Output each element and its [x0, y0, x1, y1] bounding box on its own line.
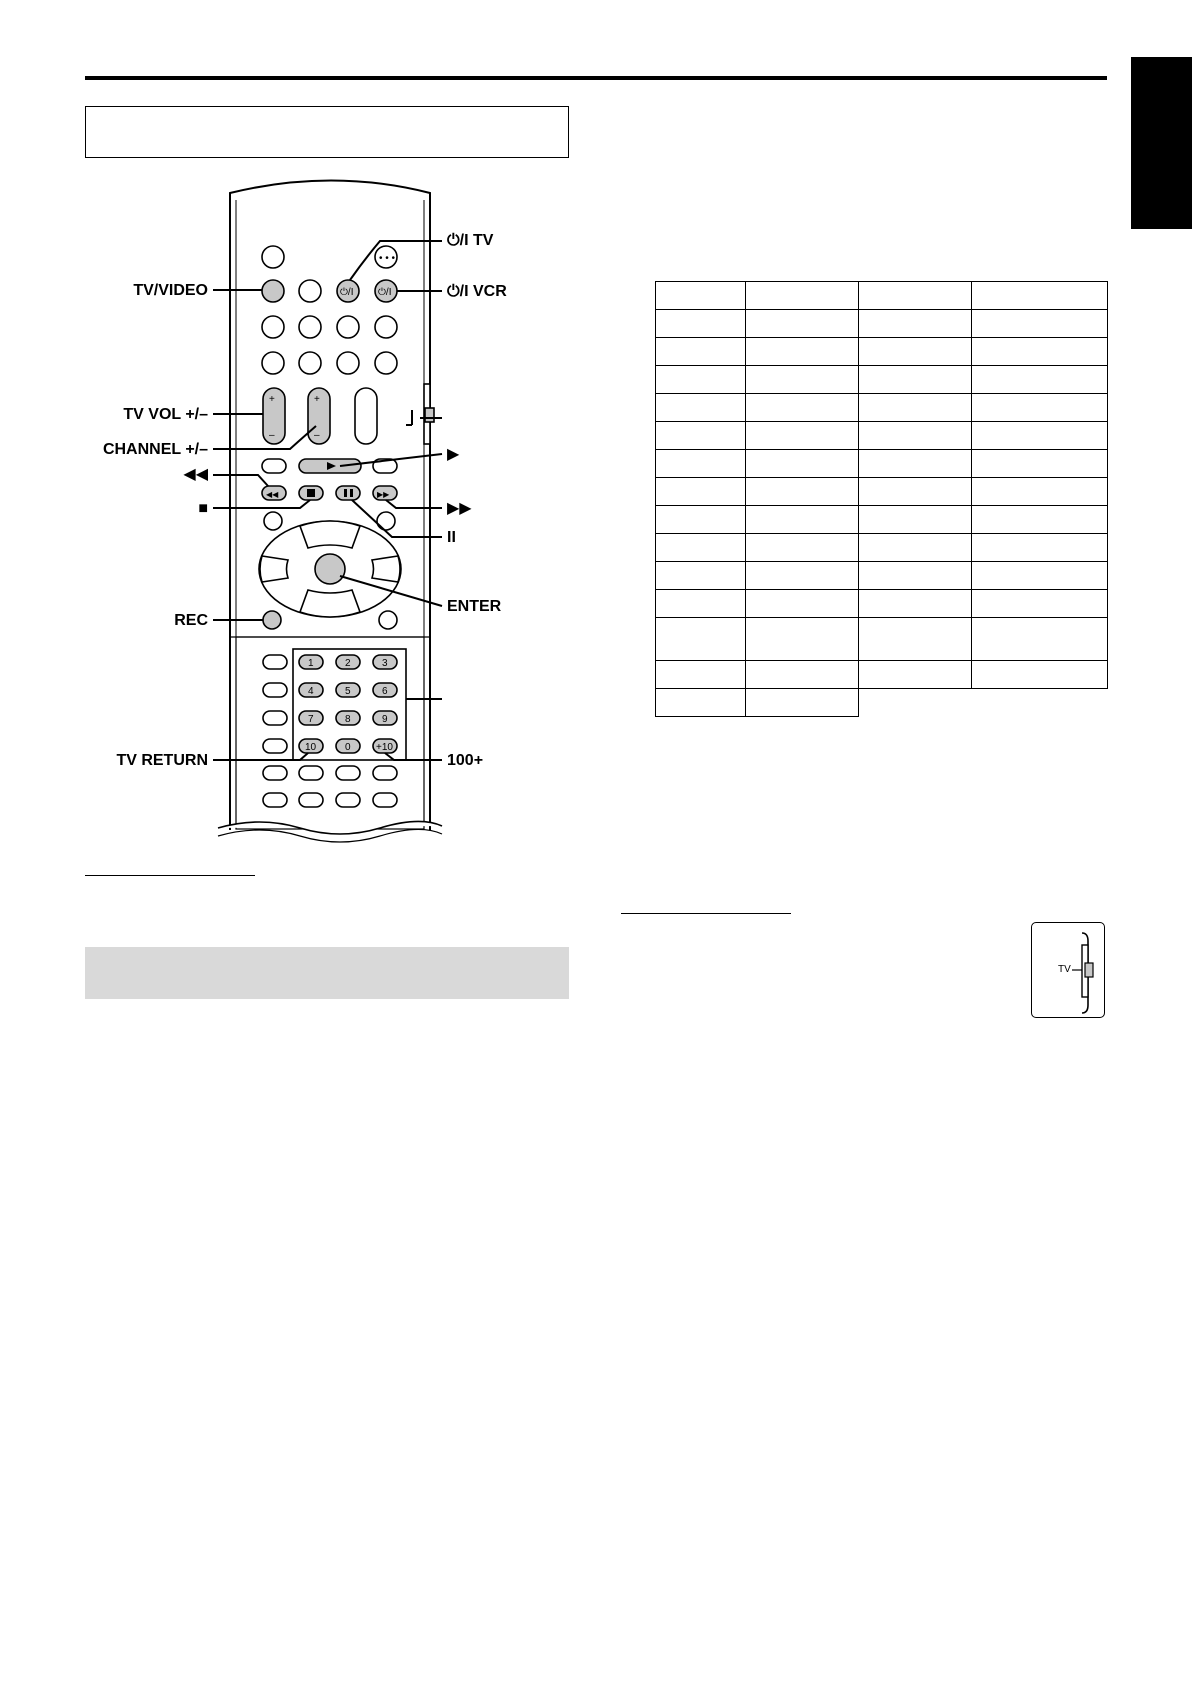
table-row — [656, 534, 1108, 562]
table-row — [656, 590, 1108, 618]
label-ffwd: ▶▶ — [447, 500, 472, 517]
label-tv-video: TV/VIDEO — [133, 282, 208, 299]
svg-text:9: 9 — [382, 714, 388, 725]
tv-switch-illustration — [1031, 922, 1105, 1018]
top-left-button — [262, 246, 284, 268]
svg-text:1: 1 — [308, 658, 314, 669]
svg-text:2: 2 — [345, 658, 351, 669]
label-tv-vol: TV VOL +/– — [123, 406, 208, 423]
svg-text:▶▶: ▶▶ — [377, 490, 390, 499]
manufacturer-code-table — [655, 281, 1108, 717]
label-play: ▶ — [447, 446, 460, 463]
svg-text:+10: +10 — [376, 742, 393, 753]
label-channel: CHANNEL +/– — [102, 441, 208, 458]
svg-text:◀◀: ◀◀ — [266, 490, 279, 499]
table-row — [656, 562, 1108, 590]
row2-button — [299, 280, 321, 302]
label-power-vcr: ⏻/I VCR — [447, 283, 507, 300]
table-row — [656, 618, 1108, 661]
table-row — [656, 689, 1108, 717]
label-stop: ■ — [198, 500, 208, 517]
svg-text:–: – — [314, 430, 320, 441]
remote-body — [218, 181, 442, 843]
table-row — [656, 366, 1108, 394]
label-rewind: ◀◀ — [183, 466, 208, 483]
table-row — [656, 478, 1108, 506]
label-rec: REC — [174, 612, 208, 629]
svg-text:5: 5 — [345, 686, 351, 697]
table-row — [656, 338, 1108, 366]
svg-text:10: 10 — [305, 742, 317, 753]
label-enter: ENTER — [447, 598, 502, 615]
notes-rule-left — [85, 875, 255, 876]
svg-text:–: – — [269, 430, 275, 441]
table-row — [656, 450, 1108, 478]
enter-button — [315, 554, 345, 584]
svg-text:7: 7 — [308, 714, 314, 725]
svg-text:+: + — [314, 394, 320, 405]
tv-switch-label: TV — [1058, 964, 1071, 975]
label-tv-return: TV RETURN — [116, 752, 208, 769]
notes-rule-right — [621, 913, 791, 914]
svg-text:8: 8 — [345, 714, 351, 725]
pause-button — [336, 486, 360, 500]
table-row — [656, 506, 1108, 534]
table-row — [656, 394, 1108, 422]
third-rocker — [355, 388, 377, 444]
svg-text:3: 3 — [382, 658, 388, 669]
table-row — [656, 422, 1108, 450]
svg-text:• • •: • • • — [379, 253, 396, 264]
label-100-plus: 100+ — [447, 752, 484, 769]
tv-video-button — [262, 280, 284, 302]
svg-text:⏻/I: ⏻/I — [340, 287, 354, 298]
table-row — [656, 661, 1108, 689]
rec-button — [263, 611, 281, 629]
table-row — [656, 282, 1108, 310]
svg-text:6: 6 — [382, 686, 388, 697]
svg-text:4: 4 — [308, 686, 314, 697]
label-pause: II — [447, 529, 456, 546]
svg-text:⏻/I: ⏻/I — [378, 287, 392, 298]
svg-text:+: + — [269, 394, 275, 405]
svg-text:0: 0 — [345, 742, 351, 753]
label-power-tv: ⏻/I TV — [447, 232, 494, 249]
table-row — [656, 310, 1108, 338]
gray-section-header — [85, 947, 569, 999]
